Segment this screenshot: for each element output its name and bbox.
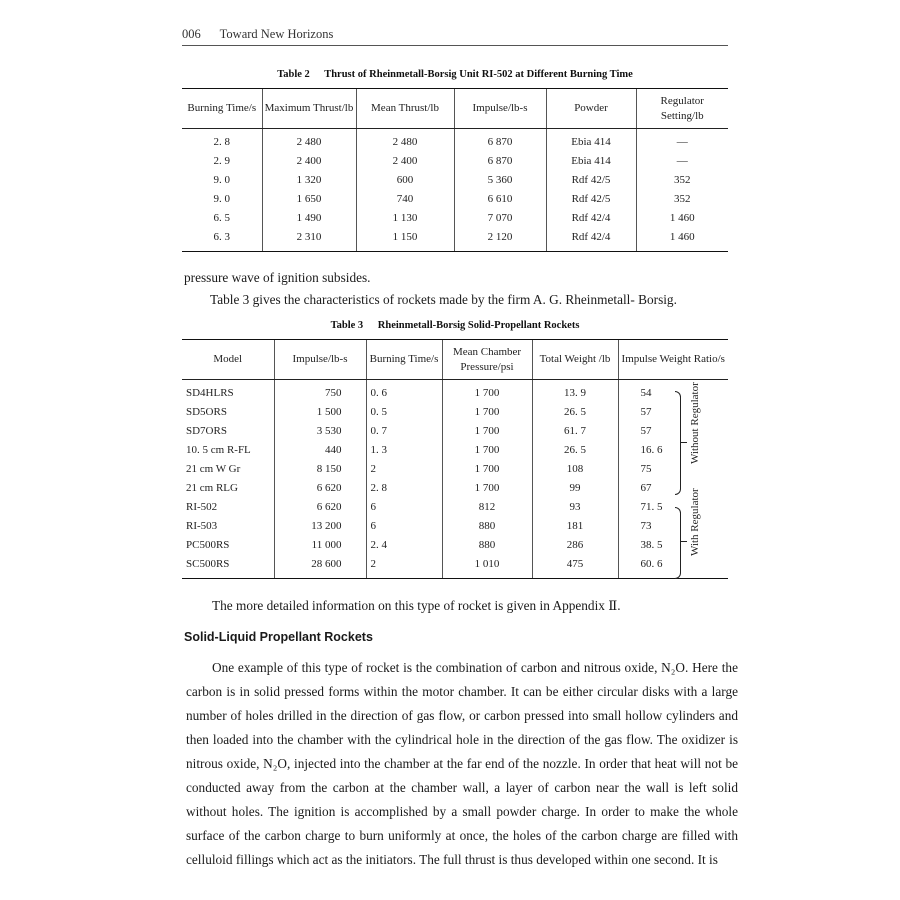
table2-header-cell: Maximum Thrust/lb	[262, 89, 356, 129]
table-cell: 352	[636, 171, 728, 190]
table2-caption	[182, 69, 728, 80]
table-cell: RI-502	[186, 501, 218, 513]
with-regulator-brace	[675, 507, 681, 579]
table-cell: 475	[532, 555, 618, 579]
table-cell: 1 320	[262, 171, 356, 190]
running-header	[182, 27, 728, 46]
table-cell: —	[636, 129, 728, 153]
table3-header-cell: Impulse/lb-s	[274, 340, 366, 380]
table3-title: Rheinmetall-Borsig Solid-Propellant Rockets	[377, 320, 580, 331]
table-cell: 2 480	[262, 129, 356, 153]
table-cell: 1. 3	[366, 441, 442, 460]
without-regulator-note: Without Regulator	[689, 382, 701, 464]
table3-intro: Table 3 gives the characteristics of rockets made by the firm A. G. Rheinmetall- Borsig.	[210, 292, 677, 307]
table-cell: 54	[618, 380, 728, 404]
table-cell: 8 150	[274, 460, 366, 479]
table-cell: 1 150	[356, 228, 454, 252]
table-cell: 1 700	[442, 403, 532, 422]
table-cell: 1 460	[636, 228, 728, 252]
table-cell: 9. 0	[213, 193, 230, 205]
table-cell: 6. 5	[213, 212, 230, 224]
table2-header-cell: Mean Thrust/lb	[356, 89, 454, 129]
table-cell: 1 700	[442, 441, 532, 460]
table-row	[182, 498, 728, 517]
table-cell: 28 600	[274, 555, 366, 579]
table-row	[182, 536, 728, 555]
table-cell: 61. 7	[532, 422, 618, 441]
table-cell: 6 610	[454, 190, 546, 209]
page-number: 006	[182, 27, 201, 41]
table-row	[182, 403, 728, 422]
table-cell: 16. 6	[618, 441, 728, 460]
table-cell: 73	[618, 517, 728, 536]
table-cell: 600	[356, 171, 454, 190]
table-cell: 1 500	[274, 403, 366, 422]
table-cell: 26. 5	[532, 441, 618, 460]
table-cell: Rdf 42/4	[546, 209, 636, 228]
table-row	[182, 460, 728, 479]
table3-header-cell: Mean Chamber Pressure/psi	[442, 340, 532, 380]
table2	[182, 88, 728, 252]
table-cell: 1 130	[356, 209, 454, 228]
table-cell: 21 cm W Gr	[186, 463, 241, 475]
table-cell: 21 cm RLG	[186, 482, 238, 494]
table-cell: 0. 5	[366, 403, 442, 422]
table-cell: Rdf 42/5	[546, 171, 636, 190]
table-cell: SD7ORS	[186, 425, 227, 437]
table-row	[182, 152, 728, 171]
table-cell: 11 000	[274, 536, 366, 555]
table-row	[182, 171, 728, 190]
table-cell: 26. 5	[532, 403, 618, 422]
table-cell: 0. 6	[366, 380, 442, 404]
table-row	[182, 209, 728, 228]
table-cell: SD5ORS	[186, 406, 227, 418]
table-cell: 2 120	[454, 228, 546, 252]
table-cell: 6 870	[454, 152, 546, 171]
table2-title: Thrust of Rheinmetall-Borsig Unit RI-502 at Different Burning Time	[324, 69, 633, 80]
table-cell: 99	[532, 479, 618, 498]
table-cell: 0. 7	[366, 422, 442, 441]
table-cell: 1 010	[442, 555, 532, 579]
table-cell: 67	[618, 479, 728, 498]
table-cell: 75	[618, 460, 728, 479]
table-cell: Rdf 42/5	[546, 190, 636, 209]
table-cell: 57	[618, 422, 728, 441]
table-cell: 352	[636, 190, 728, 209]
table-cell: 2 480	[356, 129, 454, 153]
table3-header-cell: Impulse Weight Ratio/s	[618, 340, 728, 380]
table-cell: 1 700	[442, 460, 532, 479]
table-cell: 60. 6	[618, 555, 728, 579]
table2-header-cell: Impulse/lb-s	[454, 89, 546, 129]
book-title: Toward New Horizons	[219, 27, 334, 41]
brace-tip	[681, 541, 687, 542]
table-cell: 2	[366, 460, 442, 479]
table-cell: 2. 8	[213, 136, 230, 148]
table-cell: 740	[356, 190, 454, 209]
table-cell: PC500RS	[186, 539, 230, 551]
table-cell: 440	[274, 441, 366, 460]
table-cell: 181	[532, 517, 618, 536]
table3-header-cell: Model	[182, 340, 274, 380]
table-cell: 1 700	[442, 380, 532, 404]
table-row	[182, 129, 728, 153]
table-row	[182, 190, 728, 209]
table-cell: 13 200	[274, 517, 366, 536]
table-cell: 2	[366, 555, 442, 579]
table-row	[182, 422, 728, 441]
table-cell: SC500RS	[182, 555, 274, 579]
table3	[182, 339, 728, 579]
table-cell: 286	[532, 536, 618, 555]
table-cell: 6 620	[274, 498, 366, 517]
body-paragraph: One example of this type of rocket is the combination of carbon and nitrous oxide, N₂O. Here the carbon is in solid pressed forms within the motor chamber. It can be either circular disks with a large number of holes drilled in the direction of gas flow, or carbon pressed into small hollow cylinders and then loaded into the chamber with the cylindrical hole in the direction of the gas flow. The oxidizer is nitrous oxide, N₂O, injected into the chamber at the far end of the nozzle. In order that heat will not be conducted away from the carbon at the chamber wall, a layer of carbon near the wall is left solid without holes. The ignition is accomplished by a small powder charge. In order to make the whole surface of the carbon charge to burn uniformly at once, the holes of the carbon charge are filled with celluloid fillings which act as the initiators. The full thrust is thus developed within one second. It is	[186, 660, 738, 867]
table-row	[182, 228, 728, 252]
table-cell: 2. 4	[366, 536, 442, 555]
table-cell: —	[636, 152, 728, 171]
table-cell: 13. 9	[532, 380, 618, 404]
table-cell: 38. 5	[618, 536, 728, 555]
table-cell: 1 460	[636, 209, 728, 228]
table-cell: RI-503	[186, 520, 218, 532]
table3-header-cell: Burning Time/s	[366, 340, 442, 380]
table-cell: 6. 3	[182, 228, 262, 252]
table-cell: 6	[366, 517, 442, 536]
table-cell: 6 870	[454, 129, 546, 153]
table-cell: 812	[442, 498, 532, 517]
table-cell: Ebia 414	[546, 129, 636, 153]
table-cell: 3 530	[274, 422, 366, 441]
brace-tip	[681, 442, 687, 443]
table3-label: Table 3	[330, 320, 364, 331]
table-cell: 9. 0	[213, 174, 230, 186]
table-cell: 750	[274, 380, 366, 404]
table-row	[182, 441, 728, 460]
table-row	[182, 479, 728, 498]
table-cell: 2 400	[262, 152, 356, 171]
without-regulator-brace	[675, 391, 681, 495]
table-row	[182, 380, 728, 404]
table2-label: Table 2	[277, 69, 310, 80]
text-continuation: pressure wave of ignition subsides.	[184, 270, 371, 285]
table-cell: 880	[442, 517, 532, 536]
table-row	[182, 555, 728, 579]
table-cell: 2 400	[356, 152, 454, 171]
table-cell: 108	[532, 460, 618, 479]
table-cell: 1 700	[442, 479, 532, 498]
table2-header-cell: Burning Time/s	[182, 89, 262, 129]
table-cell: 7 070	[454, 209, 546, 228]
table-cell: 10. 5 cm R-FL	[186, 444, 251, 456]
table3-header-cell: Total Weight /lb	[532, 340, 618, 380]
section-heading: Solid-Liquid Propellant Rockets	[184, 630, 373, 644]
table-row	[182, 517, 728, 536]
table-cell: 1 700	[442, 422, 532, 441]
table-cell: 6 620	[274, 479, 366, 498]
table-cell: 1 650	[262, 190, 356, 209]
table3-caption	[182, 320, 728, 331]
table-cell: SD4HLRS	[186, 387, 234, 399]
table-cell: 93	[532, 498, 618, 517]
table-cell: 57	[618, 403, 728, 422]
table2-header-cell: Powder	[546, 89, 636, 129]
table-cell: 880	[442, 536, 532, 555]
table-cell: Rdf 42/4	[546, 228, 636, 252]
table-cell: 71. 5	[618, 498, 728, 517]
with-regulator-note: With Regulator	[689, 488, 701, 556]
table-cell: 6	[366, 498, 442, 517]
table-cell: 2. 9	[213, 155, 230, 167]
table-cell: 2 310	[262, 228, 356, 252]
table-cell: 1 490	[262, 209, 356, 228]
table-cell: 2. 8	[366, 479, 442, 498]
table-cell: 5 360	[454, 171, 546, 190]
table-cell: Ebia 414	[546, 152, 636, 171]
appendix-note: The more detailed information on this type of rocket is given in Appendix Ⅱ.	[212, 598, 621, 613]
table2-header-cell: Regulator Setting/lb	[636, 89, 728, 129]
